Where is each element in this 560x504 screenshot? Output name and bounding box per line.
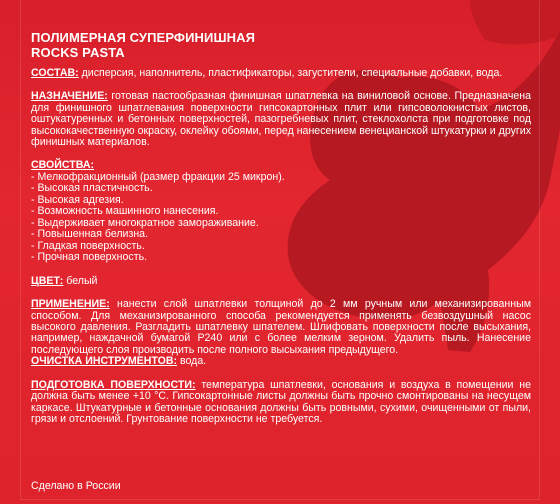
product-title-line-1: ПОЛИМЕРНАЯ СУПЕРФИНИШНАЯ bbox=[31, 30, 256, 45]
product-description bbox=[31, 30, 531, 425]
property-item: - Возможность машинного нанесения. bbox=[31, 205, 219, 218]
property-item: - Высокая адгезия. bbox=[31, 193, 124, 206]
surface-prep-text: температура шпатлевки, основания и воздуха в помещении не должна быть менее +10 °С. Гипсокартонные листы должны быть прочно смонтированы на несущем каркасе. Штукатурные и бетонные основания должны быть ровными, сухими, очищенными от пыли, грязи и отслоений. Грунтование поверхности не требуется. bbox=[31, 378, 531, 425]
property-item: - Гладкая поверхность. bbox=[31, 239, 145, 252]
cleaning-section bbox=[31, 356, 531, 367]
composition-text: дисперсия, наполнитель, пластификаторы, загустители, специальные добавки, вода. bbox=[78, 67, 503, 79]
purpose-section bbox=[31, 91, 531, 148]
color-label: ЦВЕТ: bbox=[31, 274, 64, 287]
product-title bbox=[31, 30, 531, 60]
color-text: белый bbox=[63, 274, 98, 287]
properties-section bbox=[31, 160, 531, 263]
application-text: нанести слой шпатлевки толщиной до 2 мм ручным или механизированным способом. Для механизированного способа рекомендуется применять безвоздушный насос высокого давления. Разгладить шпатлевку шпателем. Шлифовать поверхности после высыхания, например, наждачной бумагой P240 или с более мелким зерном. Удалить пыль. Нанесение последующего слоя производить после полного высыхания предыдущего. bbox=[31, 298, 531, 356]
property-item: - Высокая пластичность. bbox=[31, 182, 153, 195]
surface-prep-label: ПОДГОТОВКА ПОВЕРХНОСТИ: bbox=[31, 378, 196, 391]
product-title-line-2: ROCKS PASTA bbox=[31, 45, 125, 60]
made-in-label: Сделано в России bbox=[31, 480, 121, 492]
property-item: - Мелкофракционный (размер фракции 25 микрон). bbox=[31, 170, 285, 183]
purpose-label: НАЗНАЧЕНИЕ: bbox=[31, 90, 108, 103]
property-item: - Прочная поверхность. bbox=[31, 251, 148, 264]
property-item: - Выдерживает многократное замораживание. bbox=[31, 216, 259, 229]
composition-section bbox=[31, 68, 531, 79]
property-item: - Повышенная белизна. bbox=[31, 228, 149, 241]
application-section bbox=[31, 299, 531, 356]
cleaning-label: ОЧИСТКА ИНСТРУМЕНТОВ: bbox=[31, 355, 178, 368]
composition-label: СОСТАВ: bbox=[31, 67, 79, 79]
cleaning-text: вода. bbox=[177, 355, 207, 368]
color-section bbox=[31, 276, 531, 287]
surface-prep-section bbox=[31, 380, 531, 426]
properties-list bbox=[31, 172, 531, 264]
properties-label: СВОЙСТВА: bbox=[31, 159, 95, 172]
purpose-text: готовая пастообразная финишная шпатлевка на виниловой основе. Предназначена для финишного шпатлевания поверхности гипсокартонных плит или гипсоволокнистых листов, оштукатуренных и бетонных поверхностей, пазогребневых плит, стеклохолста при подготовке под высококачественную окраску, оклейку обоями, перед нанесением венецианской штукатурки и других финишных материалов. bbox=[31, 90, 531, 149]
application-label: ПРИМЕНЕНИЕ: bbox=[31, 298, 110, 311]
